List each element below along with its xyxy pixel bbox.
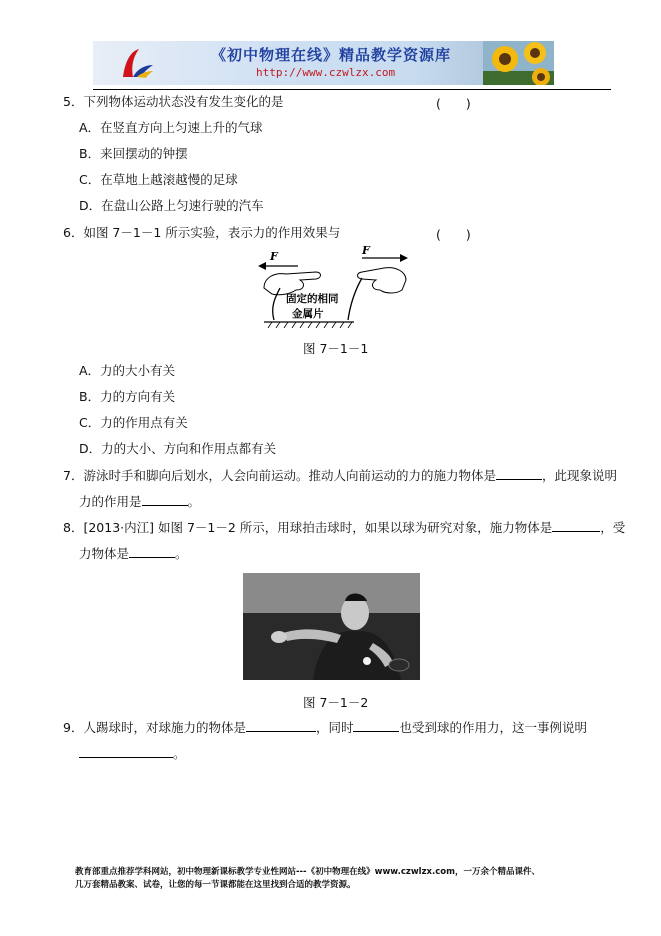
q7-line1: [63, 467, 617, 484]
q9-line1: [63, 719, 587, 736]
q6-option-d: D．力的大小、方向和作用点都有关: [79, 441, 277, 456]
q9-line2: [79, 745, 186, 762]
q5-stem: 5．下列物体运动状态没有发生变化的是: [63, 94, 284, 109]
right-hand: [358, 268, 407, 293]
q5-option-a: A．在竖直方向上匀速上升的气球: [79, 120, 263, 135]
q6-option-a: A．力的大小有关: [79, 363, 176, 378]
right-arrowhead: [400, 254, 408, 262]
q7-line2: [79, 493, 200, 510]
q8-text-2: ，受: [600, 520, 626, 535]
q8-line2: [79, 545, 188, 562]
q8-text-3: 力物体是: [79, 546, 130, 561]
q8-blank-2[interactable]: [129, 545, 175, 558]
header-rule: [93, 89, 611, 90]
q9-text-3: 也受到球的作用力，这一事例说明: [399, 720, 587, 735]
q7-blank-2[interactable]: [142, 493, 188, 506]
left-hand: [264, 272, 321, 295]
q9-blank-2[interactable]: [353, 719, 399, 732]
footer-line-1: 教育部重点推荐学科网站，初中物理新课标教学专业性网站---《初中物理在线》www.czwlzx.com，一万余个精品课件、: [75, 867, 540, 877]
q6-option-b: B．力的方向有关: [79, 389, 176, 404]
q5-option-b: B．来回摆动的钟摆: [79, 146, 188, 161]
q7-text-4: 。: [187, 494, 201, 509]
site-logo-icon: [119, 47, 155, 81]
q5-option-d: D．在盘山公路上匀速行驶的汽车: [79, 198, 264, 213]
right-metal-plate: [348, 278, 362, 320]
header-banner: [93, 41, 554, 85]
left-arrowhead: [258, 262, 266, 270]
table-tennis-player-image: [243, 573, 420, 680]
banner-url[interactable]: http://www.czwlzx.com: [256, 66, 396, 79]
banner-title: 《初中物理在线》精品教学资源库: [211, 46, 452, 64]
figure-7-1-1-caption: 图 7－1－1: [303, 341, 369, 356]
footer-line-2: 几万套精品教案、试卷，让您的每一节课都能在这里找到合适的教学资源。: [75, 880, 356, 890]
figure-7-1-1: [250, 244, 420, 330]
q8-blank-1[interactable]: [552, 519, 600, 532]
left-metal-plate: [273, 288, 280, 320]
q9-text-4: 。: [173, 746, 186, 761]
figure-7-1-2-photo: [243, 573, 420, 680]
q9-text-1: 9．人踢球时，对球施力的物体是: [63, 720, 246, 735]
left-force-label: F: [270, 250, 278, 263]
figure-7-1-2-caption: 图 7－1－2: [303, 695, 369, 710]
plate-label-line2: 金属片: [292, 308, 324, 320]
q7-text-3: 力的作用是: [79, 494, 142, 509]
q9-text-2: ，同时: [315, 720, 354, 735]
q9-blank-1[interactable]: [246, 719, 316, 732]
q6-option-c: C．力的作用点有关: [79, 415, 188, 430]
q8-text-1: 8．[2013·内江] 如图 7－1－2 所示，用球拍击球时，如果以球为研究对象，施力物体是: [63, 520, 553, 535]
q7-text-1: 7．游泳时手和脚向后划水，人会向前运动。推动人向前运动的力的施力物体是: [63, 468, 496, 483]
plate-label-line1: 固定的相同: [286, 293, 339, 305]
q7-blank-1[interactable]: [496, 467, 542, 480]
q8-line1: [63, 519, 625, 536]
right-force-label: F: [362, 244, 370, 257]
q6-stem: 6．如图 7－1－1 所示实验，表示力的作用效果与: [63, 225, 341, 240]
q8-text-4: 。: [175, 546, 188, 561]
q5-answer-paren: ( ): [436, 96, 471, 111]
q6-answer-paren: ( ): [436, 227, 471, 242]
q9-blank-3[interactable]: [79, 745, 173, 758]
q5-option-c: C．在草地上越滚越慢的足球: [79, 172, 238, 187]
ground-hatching: [268, 322, 352, 328]
q7-text-2: ，此现象说明: [541, 468, 617, 483]
sunflowers-image: [483, 41, 554, 85]
